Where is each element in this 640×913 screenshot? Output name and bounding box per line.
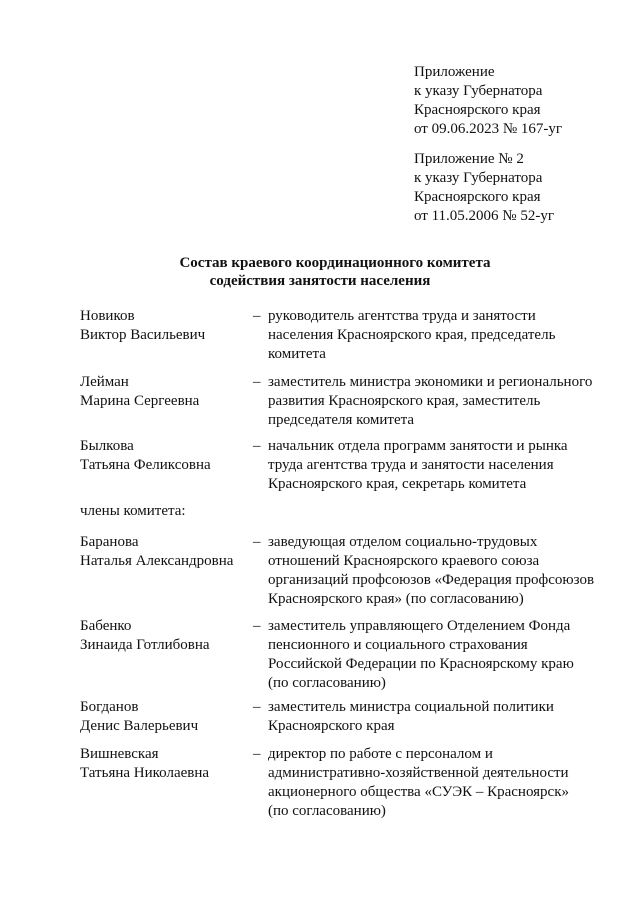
person-name: [80, 698, 255, 736]
role-line: комитета: [268, 346, 326, 362]
person-name: [80, 617, 255, 655]
dash-separator: –: [253, 308, 261, 324]
given-names: Денис Валерьевич: [80, 718, 199, 734]
appendix-line: Приложение: [414, 64, 495, 80]
role-line: Российской Федерации по Красноярскому краю: [268, 656, 574, 672]
role-line: (по согласованию): [268, 803, 386, 819]
surname: Вишневская: [80, 746, 159, 762]
given-names: Наталья Александровна: [80, 553, 234, 569]
role-line: заместитель министра социальной политики: [268, 699, 554, 715]
appendix-line: к указу Губернатора: [414, 83, 543, 99]
role-line: труда агентства труда и занятости населения: [268, 457, 554, 473]
surname: Новиков: [80, 308, 135, 324]
role-line: руководитель агентства труда и занятости: [268, 308, 536, 324]
appendix-line: Красноярского края: [414, 189, 541, 205]
person-role: [268, 698, 608, 736]
role-line: населения Красноярского края, председатель: [268, 327, 556, 343]
person-name: [80, 373, 255, 411]
role-line: директор по работе с персоналом и: [268, 746, 493, 762]
role-line: (по согласованию): [268, 675, 386, 691]
person-role: [268, 307, 608, 364]
role-line: Красноярского края: [268, 718, 395, 734]
title-line-1: Состав краевого координационного комитета: [179, 255, 491, 271]
dash-separator: –: [253, 618, 261, 634]
person-role: [268, 745, 608, 821]
title-line-2: содействия занятости населения: [209, 273, 431, 289]
members-section-label: члены комитета:: [80, 503, 186, 519]
role-line: Красноярского края, секретарь комитета: [268, 476, 527, 492]
appendix-line: Приложение № 2: [414, 151, 524, 167]
person-name: [80, 533, 255, 571]
person-role: [268, 617, 608, 693]
role-line: отношений Красноярского краевого союза: [268, 553, 540, 569]
role-line: акционерного общества «СУЭК – Красноярск»: [268, 784, 570, 800]
role-line: председателя комитета: [268, 412, 415, 428]
role-line: организаций профсоюзов «Федерация профсоюзов: [268, 572, 595, 588]
dash-separator: –: [253, 699, 261, 715]
dash-separator: –: [253, 746, 261, 762]
person-role: [268, 533, 608, 609]
appendix-header-current: [414, 63, 634, 139]
document-title: [0, 254, 640, 290]
role-line: развития Красноярского края, заместитель: [268, 393, 541, 409]
dash-separator: –: [253, 534, 261, 550]
person-name: [80, 307, 255, 345]
role-line: заместитель министра экономики и регионального: [268, 374, 593, 390]
surname: Богданов: [80, 699, 139, 715]
dash-separator: –: [253, 374, 261, 390]
person-name: [80, 437, 255, 475]
dash-separator: –: [253, 438, 261, 454]
person-name: [80, 745, 255, 783]
surname: Бабенко: [80, 618, 132, 634]
surname: Былкова: [80, 438, 134, 454]
appendix-line: от 11.05.2006 № 52-уг: [414, 208, 555, 224]
given-names: Марина Сергеевна: [80, 393, 200, 409]
role-line: пенсионного и социального страхования: [268, 637, 528, 653]
given-names: Татьяна Николаевна: [80, 765, 210, 781]
role-line: административно-хозяйственной деятельности: [268, 765, 569, 781]
role-line: начальник отдела программ занятости и рынка: [268, 438, 568, 454]
person-role: [268, 437, 608, 494]
given-names: Татьяна Феликсовна: [80, 457, 211, 473]
appendix-header-original: [414, 150, 634, 226]
appendix-line: Красноярского края: [414, 102, 541, 118]
surname: Лейман: [80, 374, 129, 390]
person-role: [268, 373, 608, 430]
given-names: Зинаида Готлибовна: [80, 637, 210, 653]
role-line: заместитель управляющего Отделением Фонда: [268, 618, 571, 634]
given-names: Виктор Васильевич: [80, 327, 206, 343]
role-line: заведующая отделом социально-трудовых: [268, 534, 538, 550]
appendix-line: от 09.06.2023 № 167-уг: [414, 121, 563, 137]
role-line: Красноярского края» (по согласованию): [268, 591, 524, 607]
surname: Баранова: [80, 534, 139, 550]
appendix-line: к указу Губернатора: [414, 170, 543, 186]
